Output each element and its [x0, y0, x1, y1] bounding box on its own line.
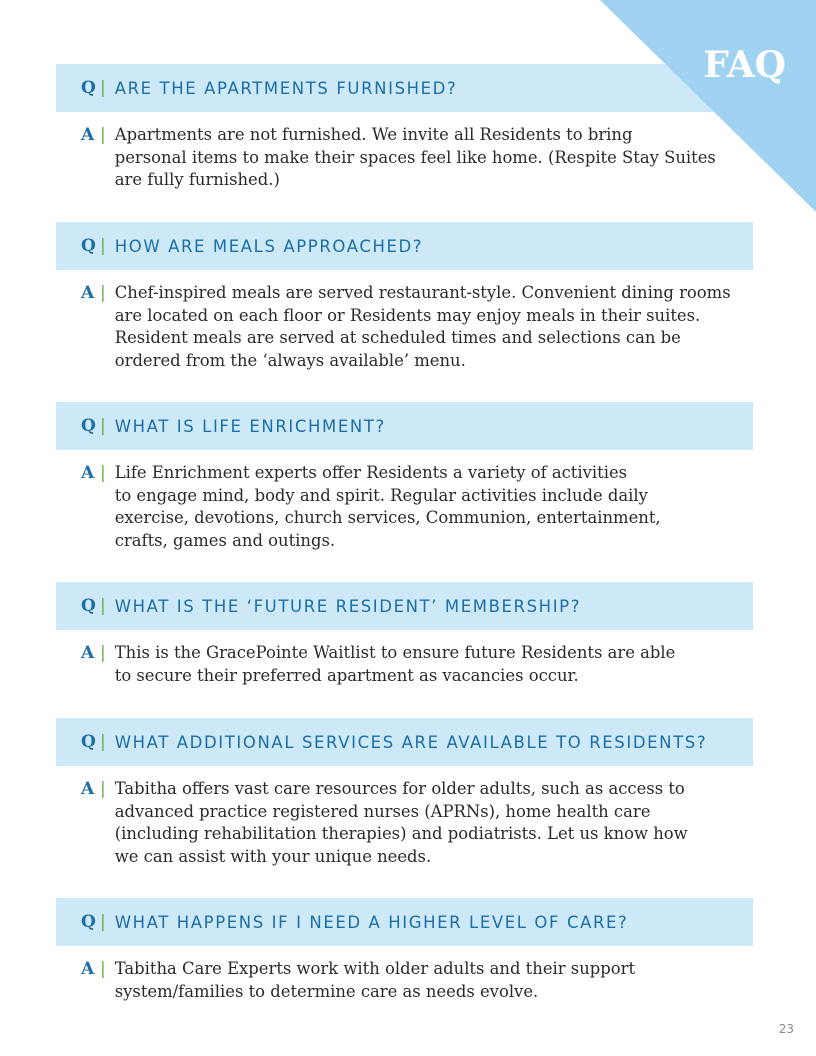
- question-band: [56, 582, 753, 630]
- answer-line: Resident meals are served at scheduled times and selections can be: [114, 328, 681, 347]
- question-text: WHAT IS LIFE ENRICHMENT?: [114, 416, 386, 436]
- answer: [56, 778, 753, 868]
- faq-item: [56, 718, 753, 868]
- answer-line: Life Enrichment experts offer Residents a variety of activities: [114, 463, 628, 482]
- answer: [56, 462, 753, 552]
- divider: |: [100, 125, 106, 145]
- answer-line: advanced practice registered nurses (APRNs), home health care: [114, 801, 651, 821]
- answer-line: exercise, devotions, church services, Communion, entertainment,: [114, 508, 661, 527]
- question-text: WHAT IS THE ‘FUTURE RESIDENT’ MEMBERSHIP?: [114, 596, 582, 616]
- question-band: [56, 718, 753, 766]
- divider: |: [100, 959, 106, 979]
- answer-line: are located on each floor or Residents may enjoy meals in their suites.: [114, 305, 701, 325]
- a-label: A: [81, 959, 95, 979]
- q-label: Q: [81, 416, 96, 436]
- faq-item: [56, 222, 753, 372]
- a-label: A: [81, 643, 95, 663]
- question-text: WHAT HAPPENS IF I NEED A HIGHER LEVEL OF CARE?: [114, 912, 629, 932]
- q-label: Q: [81, 596, 96, 616]
- question-band: [56, 222, 753, 270]
- q-label: Q: [81, 78, 96, 98]
- divider: |: [100, 283, 106, 303]
- answer-line: Tabitha Care Experts work with older adults and their support: [114, 959, 636, 978]
- question-text: ARE THE APARTMENTS FURNISHED?: [114, 78, 458, 98]
- answer-line: are fully furnished.): [114, 170, 280, 189]
- a-label: A: [81, 283, 95, 303]
- corner-triangle: [600, 0, 816, 212]
- answer-line: (including rehabilitation therapies) and podiatrists. Let us know how: [114, 824, 688, 843]
- page-title: FAQ: [703, 44, 786, 86]
- a-label: A: [81, 463, 95, 483]
- answer-line: ordered from the ‘always available’ menu.: [114, 350, 466, 370]
- answer-line: This is the GracePointe Waitlist to ensure future Residents are able: [114, 643, 676, 662]
- answer-line: Tabitha offers vast care resources for older adults, such as access to: [114, 779, 685, 798]
- a-label: A: [81, 125, 95, 145]
- answer-line: personal items to make their spaces feel like home. (Respite Stay Suites: [114, 147, 716, 167]
- divider: |: [100, 596, 106, 616]
- answer-line: to engage mind, body and spirit. Regular activities include daily: [114, 485, 648, 505]
- question-band: [56, 402, 753, 450]
- answer-line: system/families to determine care as needs evolve.: [114, 981, 539, 1001]
- divider: |: [100, 78, 106, 98]
- divider: |: [100, 236, 106, 256]
- q-label: Q: [81, 236, 96, 256]
- page-number: 23: [778, 1022, 794, 1036]
- answer-line: to secure their preferred apartment as vacancies occur.: [114, 665, 579, 685]
- faq-item: [56, 402, 753, 552]
- divider: |: [100, 779, 106, 799]
- divider: |: [100, 463, 106, 483]
- faq-item: [56, 582, 753, 687]
- divider: |: [100, 416, 106, 436]
- faq-item: [56, 898, 753, 1003]
- answer: [56, 642, 753, 687]
- a-label: A: [81, 779, 95, 799]
- q-label: Q: [81, 732, 96, 752]
- answer-line: crafts, games and outings.: [114, 530, 336, 550]
- answer-line: Chef-inspired meals are served restaurant-style. Convenient dining rooms: [114, 283, 731, 302]
- answer: [56, 958, 753, 1003]
- divider: |: [100, 912, 106, 932]
- question-band: [56, 898, 753, 946]
- divider: |: [100, 732, 106, 752]
- divider: |: [100, 643, 106, 663]
- question-text: HOW ARE MEALS APPROACHED?: [114, 236, 424, 256]
- q-label: Q: [81, 912, 96, 932]
- question-text: WHAT ADDITIONAL SERVICES ARE AVAILABLE TO RESIDENTS?: [114, 732, 708, 752]
- answer-line: Apartments are not furnished. We invite all Residents to bring: [114, 125, 633, 144]
- answer: [56, 282, 753, 372]
- answer-line: we can assist with your unique needs.: [114, 846, 432, 866]
